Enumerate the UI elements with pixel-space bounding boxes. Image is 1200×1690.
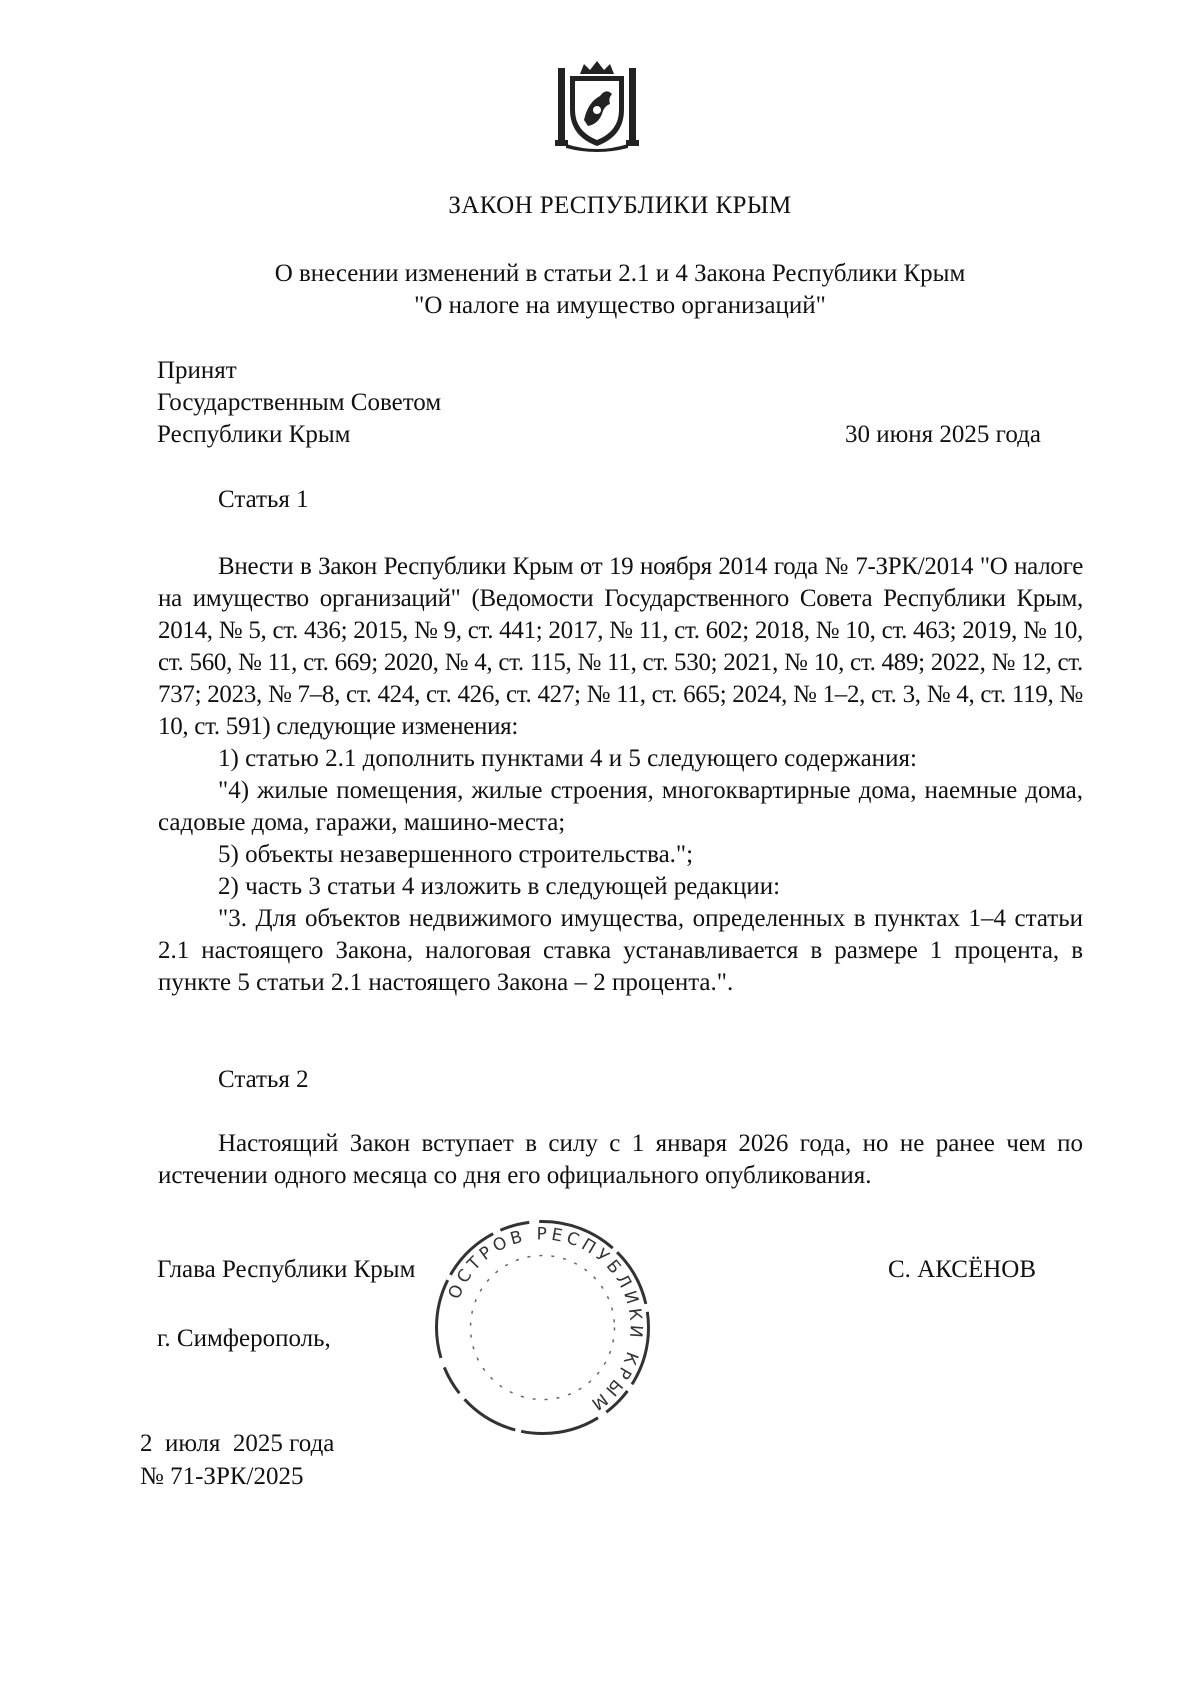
article-1-heading: Статья 1 — [218, 486, 309, 513]
signatory-name: С. АКСЁНОВ — [888, 1256, 1037, 1283]
article-2-heading: Статья 2 — [218, 1066, 309, 1093]
paragraph: Внести в Закон Республики Крым от 19 ноября 2014 года № 7-ЗРК/2014 "О налоге на имущество организаций" (Ведомости Государственного Совета Республики Крым, 2014, № 5, ст. 436; 2015, № 9, ст. 441; 2017, № 11, ст. 602; 2018, № 10, ст. 463; 2019, № 10, ст. 560, № 11, ст. 669; 2020, № 4, ст. 115, № 11, ст. 530; 2021, № 10, ст. 489; 2022, № 12, ст. 737; 2023, № 7–8, ст. 424, ст. 426, ст. 427; № 11, ст. 665; 2024, № 1–2, ст. 3, № 4, ст. 119, № 10, ст. 591) следующие изменения: — [158, 553, 1083, 740]
signatory-title: Глава Республики Крым — [157, 1256, 416, 1283]
seal-text: ОСТРОВ РЕСПУБЛИКИ КРЫМ — [444, 1224, 646, 1416]
subtitle-line: "О налоге на имущество организаций" — [414, 292, 826, 319]
paragraph: 5) объекты незавершенного строительства."; — [218, 841, 694, 868]
adopted-line: Принят — [157, 357, 237, 384]
svg-text:ОСТРОВ РЕСПУБЛИКИ КРЫМ — [445, 1224, 646, 1415]
law-subtitle — [0, 258, 1200, 322]
signing-date: 2 июля 2025 года — [140, 1430, 335, 1457]
law-title: ЗАКОН РЕСПУБЛИКИ КРЫМ — [448, 192, 792, 219]
city-name: г. Симферополь, — [157, 1325, 331, 1352]
adopted-line: Государственным Советом — [157, 389, 442, 416]
paragraph: "3. Для объектов недвижимого имущества, определенных в пунктах 1–4 статьи 2.1 настоящего Закона, налоговая ставка устанавливается в размере 1 процента, в пункте 5 статьи 2.1 настоящего Закона – 2 процента.". — [158, 905, 1083, 996]
adoption-block — [157, 355, 441, 451]
adoption-date: 30 июня 2025 года — [845, 421, 1041, 448]
paragraph: "4) жилые помещения, жилые строения, многоквартирные дома, наемные дома, садовые дома, гаражи, машино-места; — [158, 777, 1083, 836]
adopted-line: Республики Крым — [157, 421, 351, 448]
paragraph: Настоящий Закон вступает в силу с 1 января 2026 года, но не ранее чем по истечении одного месяца со дня его официального опубликования. — [158, 1130, 1083, 1189]
article-1-body — [158, 551, 1083, 999]
paragraph: 1) статью 2.1 дополнить пунктами 4 и 5 следующего содержания: — [218, 745, 917, 772]
subtitle-line: О внесении изменений в статьи 2.1 и 4 Закона Республики Крым — [274, 260, 966, 287]
article-2-body — [158, 1128, 1083, 1192]
official-seal-icon — [430, 1215, 655, 1440]
coat-of-arms-icon — [552, 58, 642, 152]
paragraph: 2) часть 3 статьи 4 изложить в следующей редакции: — [218, 873, 781, 900]
law-number: № 71-ЗРК/2025 — [140, 1463, 304, 1490]
